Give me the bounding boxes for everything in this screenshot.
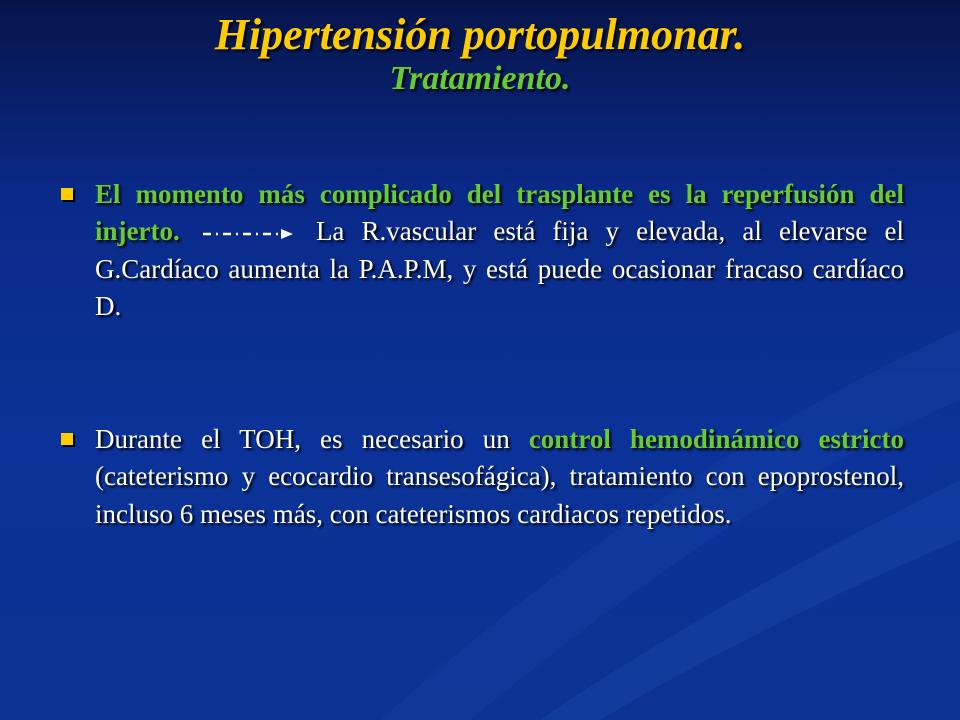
bullet-text-after: (cateterismo y ecocardio transesofágica), tratamiento con epoprostenol, incluso 6 meses más, con cateterismos cardiacos repetidos.	[95, 461, 904, 529]
bullet-item-reperfusion	[58, 176, 904, 325]
title-block	[0, 12, 960, 98]
slide-subtitle: Tratamiento.	[389, 60, 571, 98]
bullet-text: La R.vascular está fija y elevada, al elevarse el G.Cardíaco aumenta la P.A.P.M, y está puede ocasionar fracaso cardíaco D.	[95, 216, 904, 321]
bullet-list	[58, 176, 904, 533]
bullet-highlight: El momento más complicado del trasplante es la reperfusión del injerto.	[95, 179, 904, 247]
bullet-text-before: Durante el TOH, es necesario un	[95, 424, 529, 454]
bullet-highlight: control hemodinámico estricto	[528, 424, 904, 454]
slide-title: Hipertensión portopulmonar.	[214, 10, 746, 59]
square-bullet-icon	[61, 188, 73, 200]
bullet-item-control	[58, 421, 904, 533]
dashed-arrow-icon	[201, 225, 295, 243]
square-bullet-icon	[61, 433, 73, 445]
